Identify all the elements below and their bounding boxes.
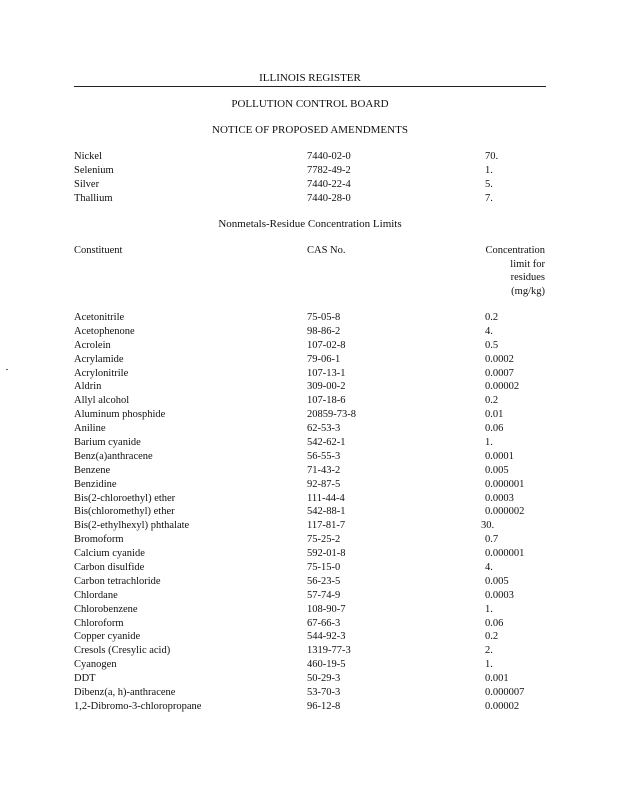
concentration-limit: 5. [485,178,493,190]
table-row [74,408,554,422]
cas-number: 7440-02-0 [307,151,351,162]
concentration-limit: 0.001 [485,673,509,685]
table-row [74,325,554,339]
cas-number: 75-15-0 [307,562,341,574]
constituent-name: Benzidine [74,478,117,490]
table-row [74,589,554,603]
table-row [74,164,554,178]
cas-number: 79-06-1 [307,353,341,365]
column-header-limit-line: residues [510,272,545,283]
cas-number: 1319-77-3 [307,645,351,657]
cas-number: 107-13-1 [307,367,346,379]
column-header-limit-line: (mg/kg) [511,285,545,297]
table-row [74,450,554,464]
concentration-limit: 0.005 [485,464,509,476]
cas-number: 309-00-2 [307,381,346,393]
concentration-limit: 0.0003 [485,492,514,504]
concentration-limit: 0.0001 [485,450,514,462]
table-row [74,422,554,436]
cas-number: 460-19-5 [307,659,346,671]
concentration-limit: 1. [485,603,493,615]
constituent-name: Bis(2-ethylhexyl) phthalate [74,520,190,532]
constituent-name: Allyl alcohol [74,395,130,407]
cas-number: 56-23-5 [307,575,341,587]
cas-number: 57-74-9 [307,589,341,601]
constituent-name: Bis(chloromethyl) ether [74,506,175,518]
constituent-name: Acetophenone [74,325,135,337]
constituent-name: Copper cyanide [74,631,141,643]
table-row [74,380,554,394]
table-row [74,339,554,353]
constituent-name: Acrolein [74,339,111,351]
concentration-limit: 30. [481,520,495,532]
constituent-name: Nickel [74,151,102,162]
concentration-limit: 1. [485,659,493,671]
table-row [74,700,554,714]
constituent-name: Barium cyanide [74,437,141,449]
table-row [74,464,554,478]
column-header-limit-line: Concentration [485,245,545,256]
concentration-limit: 0.00002 [485,700,520,712]
constituent-name: Thallium [74,192,113,204]
table-row [74,353,554,367]
cas-number: 7440-22-4 [307,178,351,190]
cas-number: 107-18-6 [307,395,346,407]
concentration-limit: 4. [485,562,493,574]
section-title: Nonmetals-Residue Concentration Limits [218,218,402,230]
cas-number: 544-92-3 [307,631,346,643]
table-row [74,394,554,408]
concentration-limit: 4. [485,325,493,337]
constituent-name: Aluminum phosphide [74,409,166,421]
cas-number: 542-88-1 [307,506,346,518]
concentration-limit: 2. [485,645,493,657]
concentration-limit: 0.0003 [485,589,514,601]
constituent-name: Acetonitrile [74,312,125,323]
table-row [74,630,554,644]
table-row [74,603,554,617]
constituent-name: Cyanogen [74,659,117,671]
constituent-name: Chloroform [74,617,124,629]
table-row [74,519,554,533]
constituent-name: Acrylamide [74,353,124,365]
board-title: POLLUTION CONTROL BOARD [231,98,389,110]
cas-number: 50-29-3 [307,673,341,685]
concentration-limit: 0.06 [485,617,504,629]
constituent-name: Dibenz(a, h)-anthracene [74,687,176,699]
concentration-limit: 0.2 [485,312,499,323]
register-title: ILLINOIS REGISTER [74,72,546,87]
metals-table [74,150,554,206]
concentration-limit: 0.005 [485,575,509,587]
column-header-constituent: Constituent [74,245,123,256]
concentration-limit: 0.0002 [485,353,514,365]
cas-number: 96-12-8 [307,700,341,712]
cas-number: 53-70-3 [307,687,341,699]
cas-number: 75-25-2 [307,534,341,546]
concentration-limit: 1. [485,164,493,176]
table-row [74,367,554,381]
table-row [74,178,554,192]
constituent-name: Acrylonitrile [74,367,129,379]
cas-number: 20859-73-8 [307,409,356,421]
column-header-limit-line: limit for [510,258,545,270]
notice-title: NOTICE OF PROPOSED AMENDMENTS [212,124,408,136]
concentration-limit: 0.000001 [485,548,525,560]
cas-number: 7782-49-2 [307,164,351,176]
cas-number: 62-53-3 [307,423,341,435]
constituent-name: Aldrin [74,381,102,393]
table-row [74,150,554,164]
concentration-limit: 0.01 [485,409,504,421]
table-row [74,492,554,506]
table-row [74,436,554,450]
concentration-limit: 0.0007 [485,367,514,379]
column-header-limit [460,244,545,298]
constituent-name: Benz(a)anthracene [74,450,153,462]
constituent-name: Silver [74,178,100,190]
constituent-name: 1,2-Dibromo-3-chloropropane [74,700,202,712]
constituent-name: Chlorobenzene [74,603,138,615]
cas-number: 111-44-4 [307,492,345,504]
table-row [74,478,554,492]
constituent-name: Carbon tetrachloride [74,575,161,587]
concentration-limit: 0.000007 [485,687,525,699]
table-row [74,505,554,519]
constituent-name: Selenium [74,164,114,176]
cas-number: 56-55-3 [307,450,341,462]
cas-number: 542-62-1 [307,437,346,449]
constituent-name: Chlordane [74,589,118,601]
cas-number: 98-86-2 [307,325,341,337]
table-row [74,561,554,575]
table-row [74,644,554,658]
table-row [74,672,554,686]
concentration-limit: 0.5 [485,339,499,351]
constituent-name: Benzene [74,464,111,476]
table-row [74,658,554,672]
table-row [74,617,554,631]
concentration-limit: 7. [485,192,493,204]
concentration-limit: 70. [485,151,499,162]
constituent-name: Calcium cyanide [74,548,145,560]
concentration-limit: 0.000001 [485,478,525,490]
nonmetals-table [74,311,554,714]
cas-number: 71-43-2 [307,464,341,476]
scan-artifact [6,369,8,370]
column-header-cas: CAS No. [307,245,346,256]
table-row [74,575,554,589]
concentration-limit: 0.7 [485,534,499,546]
concentration-limit: 0.000002 [485,506,525,518]
constituent-name: Cresols (Cresylic acid) [74,645,171,657]
concentration-limit: 0.06 [485,423,504,435]
cas-number: 92-87-5 [307,478,341,490]
cas-number: 75-05-8 [307,312,341,323]
constituent-name: Carbon disulfide [74,562,145,574]
cas-number: 67-66-3 [307,617,341,629]
table-row [74,547,554,561]
concentration-limit: 0.2 [485,395,499,407]
cas-number: 7440-28-0 [307,192,351,204]
constituent-name: Aniline [74,423,106,435]
cas-number: 108-90-7 [307,603,346,615]
cas-number: 107-02-8 [307,339,346,351]
table-row [74,686,554,700]
cas-number: 117-81-7 [307,520,346,532]
concentration-limit: 1. [485,437,493,449]
constituent-name: Bromoform [74,534,124,546]
constituent-name: Bis(2-chloroethyl) ether [74,492,176,504]
table-row [74,311,554,325]
table-row [74,192,554,206]
concentration-limit: 0.2 [485,631,499,643]
constituent-name: DDT [74,673,96,685]
concentration-limit: 0.00002 [485,381,520,393]
table-row [74,533,554,547]
cas-number: 592-01-8 [307,548,346,560]
